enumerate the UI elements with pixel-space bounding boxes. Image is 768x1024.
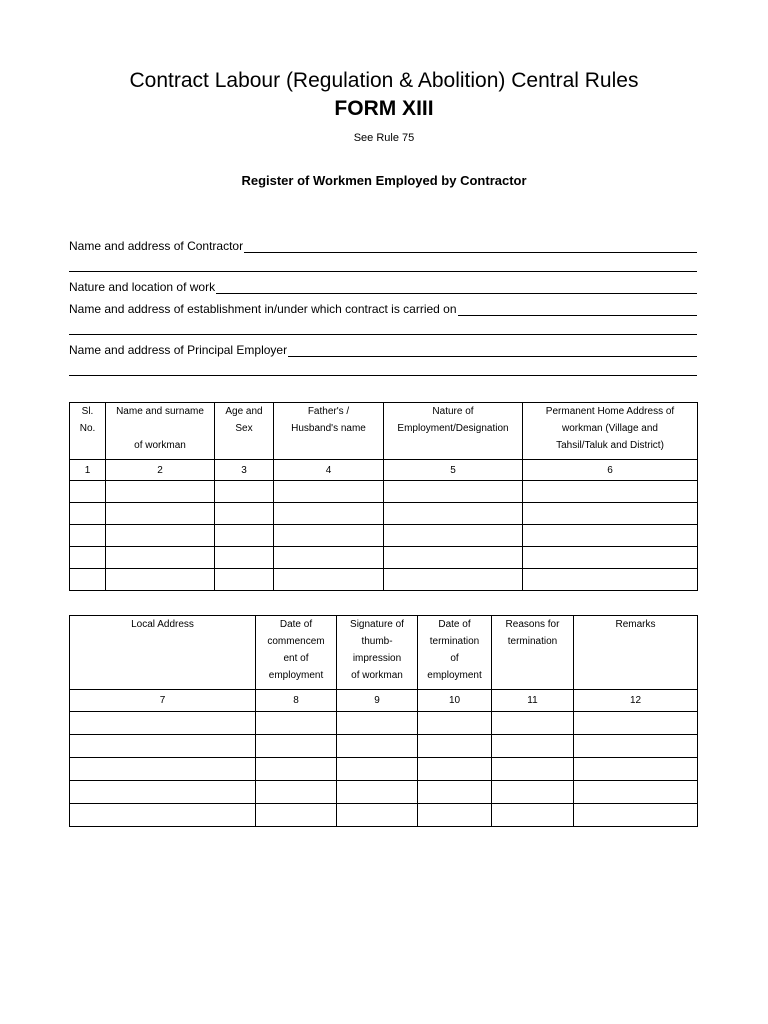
table-row[interactable] — [70, 804, 698, 827]
table-cell[interactable] — [384, 481, 523, 503]
table-cell[interactable] — [574, 712, 698, 735]
table-cell[interactable] — [106, 569, 215, 591]
table-row[interactable] — [70, 503, 698, 525]
table-row[interactable] — [70, 735, 698, 758]
employment-table — [69, 615, 698, 827]
table-cell[interactable] — [256, 712, 337, 735]
work-field[interactable] — [69, 280, 697, 294]
header-home-address: Permanent Home Address of workman (Village and Tahsil/Taluk and District) — [523, 403, 698, 460]
table-cell[interactable] — [492, 781, 574, 804]
header-local-address: Local Address — [70, 616, 256, 690]
table-cell[interactable] — [418, 758, 492, 781]
header-signature: Signature of thumb- impression of workman — [337, 616, 418, 690]
header-termination-date: Date of termination of employment — [418, 616, 492, 690]
table-row[interactable] — [70, 547, 698, 569]
table-cell[interactable] — [523, 503, 698, 525]
table-cell[interactable] — [492, 712, 574, 735]
table-cell[interactable] — [274, 525, 384, 547]
table-row[interactable] — [70, 481, 698, 503]
table-cell[interactable] — [70, 735, 256, 758]
table-cell[interactable] — [418, 804, 492, 827]
table-cell[interactable] — [574, 758, 698, 781]
col-number: 2 — [106, 460, 215, 481]
header-designation: Nature of Employment/Designation — [384, 403, 523, 460]
table-cell[interactable] — [215, 503, 274, 525]
contractor-blank-2[interactable] — [69, 271, 697, 272]
table-header-row — [70, 403, 698, 460]
table-cell[interactable] — [274, 547, 384, 569]
table-cell[interactable] — [337, 712, 418, 735]
col-number: 11 — [492, 690, 574, 712]
table-cell[interactable] — [523, 481, 698, 503]
employer-label: Name and address of Principal Employer — [69, 343, 288, 357]
header-sl-no: Sl. No. — [70, 403, 106, 460]
table-cell[interactable] — [384, 503, 523, 525]
establishment-field[interactable] — [69, 302, 697, 316]
table-cell[interactable] — [337, 758, 418, 781]
header-termination-reasons: Reasons for termination — [492, 616, 574, 690]
table-row[interactable] — [70, 781, 698, 804]
table-cell[interactable] — [337, 735, 418, 758]
table-header-row — [70, 616, 698, 690]
table-cell[interactable] — [384, 569, 523, 591]
table-cell[interactable] — [384, 547, 523, 569]
table-cell[interactable] — [106, 481, 215, 503]
col-number: 1 — [70, 460, 106, 481]
table-cell[interactable] — [70, 547, 106, 569]
table-cell[interactable] — [418, 712, 492, 735]
table-number-row — [70, 460, 698, 481]
table-cell[interactable] — [215, 525, 274, 547]
table-cell[interactable] — [256, 758, 337, 781]
table-cell[interactable] — [256, 735, 337, 758]
table-cell[interactable] — [274, 569, 384, 591]
table-cell[interactable] — [523, 569, 698, 591]
contractor-blank[interactable] — [244, 242, 697, 253]
document-title: Contract Labour (Regulation & Abolition) Central Rules — [129, 69, 639, 92]
table-cell[interactable] — [492, 735, 574, 758]
work-label: Nature and location of work — [69, 280, 216, 294]
table-cell[interactable] — [70, 712, 256, 735]
establishment-label: Name and address of establishment in/under which contract is carried on — [69, 302, 457, 316]
table-number-row — [70, 690, 698, 712]
form-number: FORM XIII — [334, 97, 434, 120]
col-number: 12 — [574, 690, 698, 712]
establishment-blank[interactable] — [458, 305, 697, 316]
table-cell[interactable] — [70, 525, 106, 547]
table-cell[interactable] — [523, 525, 698, 547]
header-remarks: Remarks — [574, 616, 698, 690]
col-number: 10 — [418, 690, 492, 712]
table-cell[interactable] — [256, 781, 337, 804]
contractor-label: Name and address of Contractor — [69, 239, 244, 253]
header-age-sex: Age and Sex — [215, 403, 274, 460]
table-cell[interactable] — [574, 735, 698, 758]
table-cell[interactable] — [106, 547, 215, 569]
employer-field[interactable] — [69, 343, 697, 357]
table-cell[interactable] — [492, 758, 574, 781]
table-cell[interactable] — [215, 481, 274, 503]
table-cell[interactable] — [337, 804, 418, 827]
col-number: 8 — [256, 690, 337, 712]
table-cell[interactable] — [256, 804, 337, 827]
table-cell[interactable] — [70, 569, 106, 591]
establishment-blank-2[interactable] — [69, 334, 697, 335]
table-cell[interactable] — [70, 758, 256, 781]
employer-blank[interactable] — [288, 346, 697, 357]
employer-blank-2[interactable] — [69, 375, 697, 376]
table-cell[interactable] — [523, 547, 698, 569]
contractor-field[interactable] — [69, 239, 697, 253]
col-number: 6 — [523, 460, 698, 481]
table-cell[interactable] — [215, 569, 274, 591]
table-cell[interactable] — [70, 804, 256, 827]
table-cell[interactable] — [384, 525, 523, 547]
table-row[interactable] — [70, 758, 698, 781]
table-cell[interactable] — [106, 503, 215, 525]
table-cell[interactable] — [418, 781, 492, 804]
table-cell[interactable] — [70, 781, 256, 804]
table-cell[interactable] — [274, 503, 384, 525]
table-cell[interactable] — [215, 547, 274, 569]
table-row[interactable] — [70, 525, 698, 547]
table-cell[interactable] — [574, 781, 698, 804]
col-number: 5 — [384, 460, 523, 481]
table-cell[interactable] — [70, 503, 106, 525]
workmen-table — [69, 402, 698, 591]
register-title: Register of Workmen Employed by Contractor — [241, 173, 527, 188]
rule-reference: See Rule 75 — [353, 132, 415, 144]
header-name: Name and surname of workman — [106, 403, 215, 460]
table-cell[interactable] — [337, 781, 418, 804]
table-cell[interactable] — [274, 481, 384, 503]
table-cell[interactable] — [418, 735, 492, 758]
table-row[interactable] — [70, 712, 698, 735]
header-commencement-date: Date of commencem ent of employment — [256, 616, 337, 690]
table-cell[interactable] — [106, 525, 215, 547]
table-row[interactable] — [70, 569, 698, 591]
col-number: 9 — [337, 690, 418, 712]
header-father-name: Father's / Husband's name — [274, 403, 384, 460]
col-number: 4 — [274, 460, 384, 481]
col-number: 7 — [70, 690, 256, 712]
table-cell[interactable] — [70, 481, 106, 503]
work-blank[interactable] — [216, 283, 697, 294]
col-number: 3 — [215, 460, 274, 481]
table-cell[interactable] — [574, 804, 698, 827]
table-cell[interactable] — [492, 804, 574, 827]
